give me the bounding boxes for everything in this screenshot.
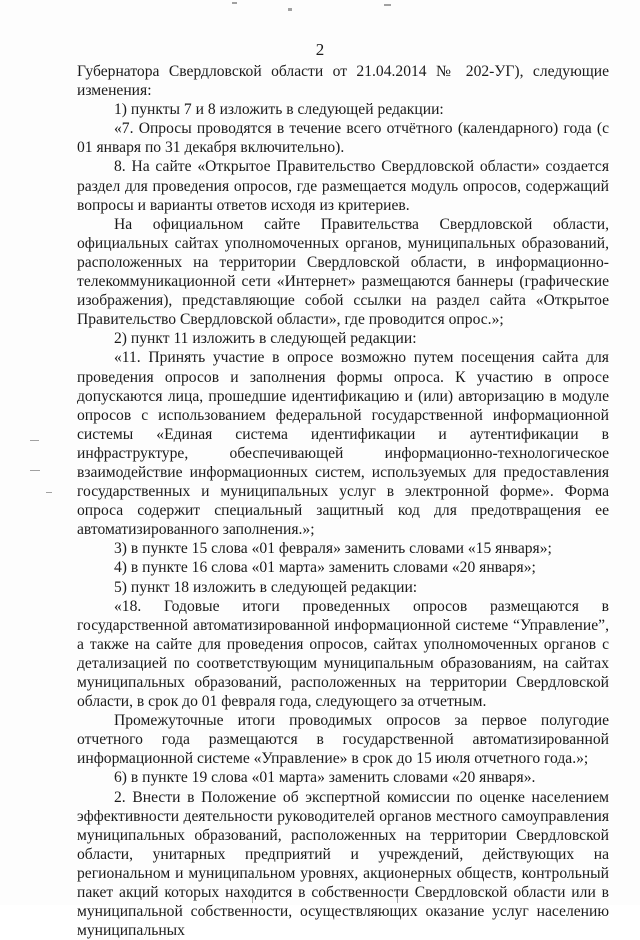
paragraph-9: 4) в пункте 16 слова «01 марта» заменить словами «20 января»; xyxy=(114,559,536,577)
paragraph-12: Промежуточные итоги проводимых опросов за первое полугодие отчетного года размещаются в государственной автоматизированной информационной системе «Управление» в срок до 15 июля отчетного года.»; xyxy=(77,712,609,768)
paragraph-4: 8. На сайте «Открытое Правительство Свердловской области» создается раздел для проведения опросов, где размещается модуль опросов, содержащий вопросы и варианты ответов исходя из критериев. xyxy=(77,158,609,214)
paragraph-10: 5) пункт 18 изложить в следующей редакции: xyxy=(114,578,418,596)
paragraph-6: 2) пункт 11 изложить в следующей редакции: xyxy=(114,330,417,348)
paragraph-8: 3) в пункте 15 слова «01 февраля» заменить словами «15 января»; xyxy=(114,540,552,558)
page-number: 2 xyxy=(315,40,325,59)
paragraph-7: «11. Принять участие в опросе возможно путем посещения сайта для проведения опросов и заполнения формы опроса. К участию в опросе допускаются лица, прошедшие идентификацию и (или) авторизацию в модуле опросов с использованием федеральной государственной информационной системы «Единая система идентификации и аутентификации в инфраструктуре, обеспечивающей информационно-технологическое взаимодействие информационных систем, используемых для предоставления государственных и муниципальных услуг в электронной форме». Форма опроса содержит специальный защитный код для предотвращения ее автоматизированного заполнения.»; xyxy=(77,349,609,539)
scan-artifact-mark xyxy=(288,8,292,11)
scan-artifact-mark xyxy=(30,440,39,441)
paragraph-14: 2. Внести в Положение об экспертной комиссии по оценке населением эффективности деятельности руководителей органов местного самоуправления муниципальных образований, расположенных на территории Свердловской области, унитарных предприятий и учреждений, действующих на региональном и муниципальном уровнях, акционерных обществ, контрольный пакет акций которых находится в собственности Свердловской области или в муниципальной собственности, осуществляющих оказание услуг населению муниципальных xyxy=(77,788,609,940)
scan-artifact-mark xyxy=(384,4,391,6)
paragraph-3: «7. Опросы проводятся в течение всего отчётного (календарного) года (с 01 января по 31 декабря включительно). xyxy=(77,120,609,157)
paragraph-2: 1) пункты 7 и 8 изложить в следующей редакции: xyxy=(114,101,444,119)
paragraph-11: «18. Годовые итоги проведенных опросов размещаются в государственной автоматизированной информационной системе “Управление”, а также на сайте для проведения опросов, сайтах уполномоченных органов с детализацией по соответствующим муниципальным образованиям, на сайтах муниципальных образований, расположенных на территории Свердловской области, в срок до 01 февраля года, следующего за отчетным. xyxy=(77,597,609,711)
scan-artifact-mark xyxy=(232,2,237,4)
paragraph-5: На официальном сайте Правительства Свердловской области, официальных сайтах уполномоченных органов, муниципальных образований, расположенных на территории Свердловской области, в информационно-телекоммуникационной сети «Интернет» размещаются баннеры (графические изображения), представляющие собой ссылки на раздел сайта «Открытое Правительство Свердловской области», где проводится опрос.»; xyxy=(77,215,609,329)
paragraph-13: 6) в пункте 19 слова «01 марта» заменить словами «20 января». xyxy=(114,769,536,787)
scan-artifact-mark xyxy=(46,492,52,493)
scan-artifact-mark xyxy=(30,470,40,471)
document-body xyxy=(77,62,609,940)
paragraph-1: Губернатора Свердловской области от 21.04.2014 № 202-УГ), следующие изменения: xyxy=(77,63,609,100)
